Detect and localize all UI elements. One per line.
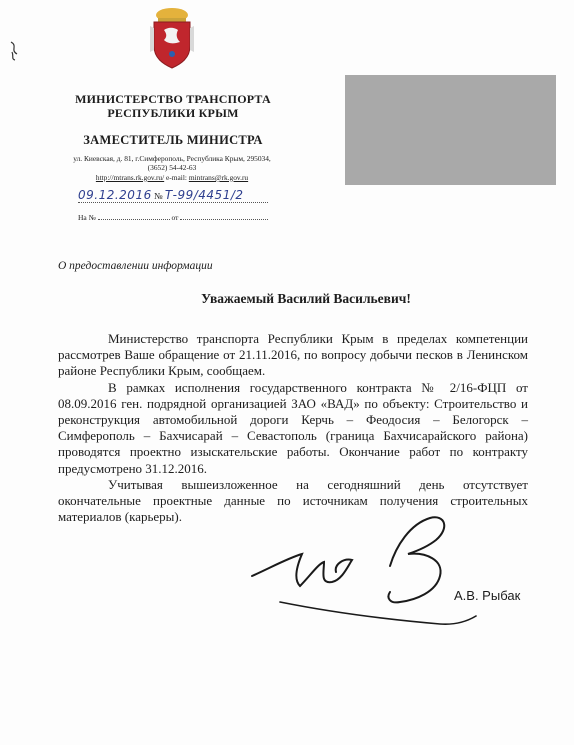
registration-date: 09.12.2016 bbox=[78, 188, 152, 202]
email-link[interactable]: mintrans@rk.gov.ru bbox=[188, 172, 249, 182]
address-block bbox=[52, 154, 292, 182]
letter-paragraph: Учитывая вышеизложенное на сегодняшний день отсутствует окончательные проектные данные по источникам получения строительных материалов (карьеры). bbox=[58, 476, 528, 525]
handwritten-signature-icon bbox=[240, 506, 490, 636]
contact-line bbox=[52, 173, 292, 182]
from-label: от bbox=[171, 213, 179, 222]
crimea-coat-of-arms-icon bbox=[148, 6, 196, 70]
ministry-name bbox=[60, 92, 286, 120]
letter-body bbox=[58, 331, 528, 525]
on-no-label: На № bbox=[78, 213, 96, 222]
phone-line: (3652) 54-42-63 bbox=[147, 163, 197, 173]
website-link[interactable]: http://mtrans.rk.gov.ru/ bbox=[95, 172, 165, 182]
letter-greeting: Уважаемый Василий Васильевич! bbox=[201, 291, 411, 306]
letter-subject: О предоставлении информации bbox=[58, 260, 213, 272]
registration-underline bbox=[78, 202, 268, 203]
redacted-recipient-block bbox=[345, 75, 556, 185]
letter-paragraph: В рамках исполнения государственного контракта № 2/16-ФЦП от 08.09.2016 ген. подрядной организацией ЗАО «ВАД» по объекту: Строительство и реконструкция автомобильной дороги Керчь – Феодосия – Белогорск – Симферополь – Бахчисарай – Севастополь (граница Бахчисарайского района) проводятся проектно изыскательские работы. Окончание работ по контракту предусмотрено 31.12.2016. bbox=[58, 379, 528, 476]
on-no-field bbox=[98, 209, 170, 220]
address-line: ул. Киевская, д. 81, г.Симферополь, Республика Крым, 295034, bbox=[73, 154, 271, 163]
signatory-name: А.В. Рыбак bbox=[454, 588, 521, 603]
letter-paragraph: Министерство транспорта Республики Крым в пределах компетенции рассмотрев Ваше обращение от 21.11.2016, по вопросу добычи песков в Ленинском районе Республики Крым, сообщаем. bbox=[58, 331, 528, 379]
corner-mark-icon bbox=[8, 40, 22, 62]
registration-no-label: № bbox=[153, 191, 163, 201]
registration-line bbox=[78, 188, 268, 202]
ministry-name-line1: МИНИСТЕРСТВО ТРАНСПОРТА bbox=[75, 92, 271, 106]
ministry-name-line2: РЕСПУБЛИКИ КРЫМ bbox=[107, 106, 239, 120]
email-label: e-mail: bbox=[166, 172, 187, 182]
from-field bbox=[180, 209, 268, 220]
reference-line bbox=[78, 209, 278, 222]
registration-number: Т-99/4451/2 bbox=[164, 188, 244, 202]
deputy-minister-title: ЗАМЕСТИТЕЛЬ МИНИСТРА bbox=[83, 133, 263, 147]
